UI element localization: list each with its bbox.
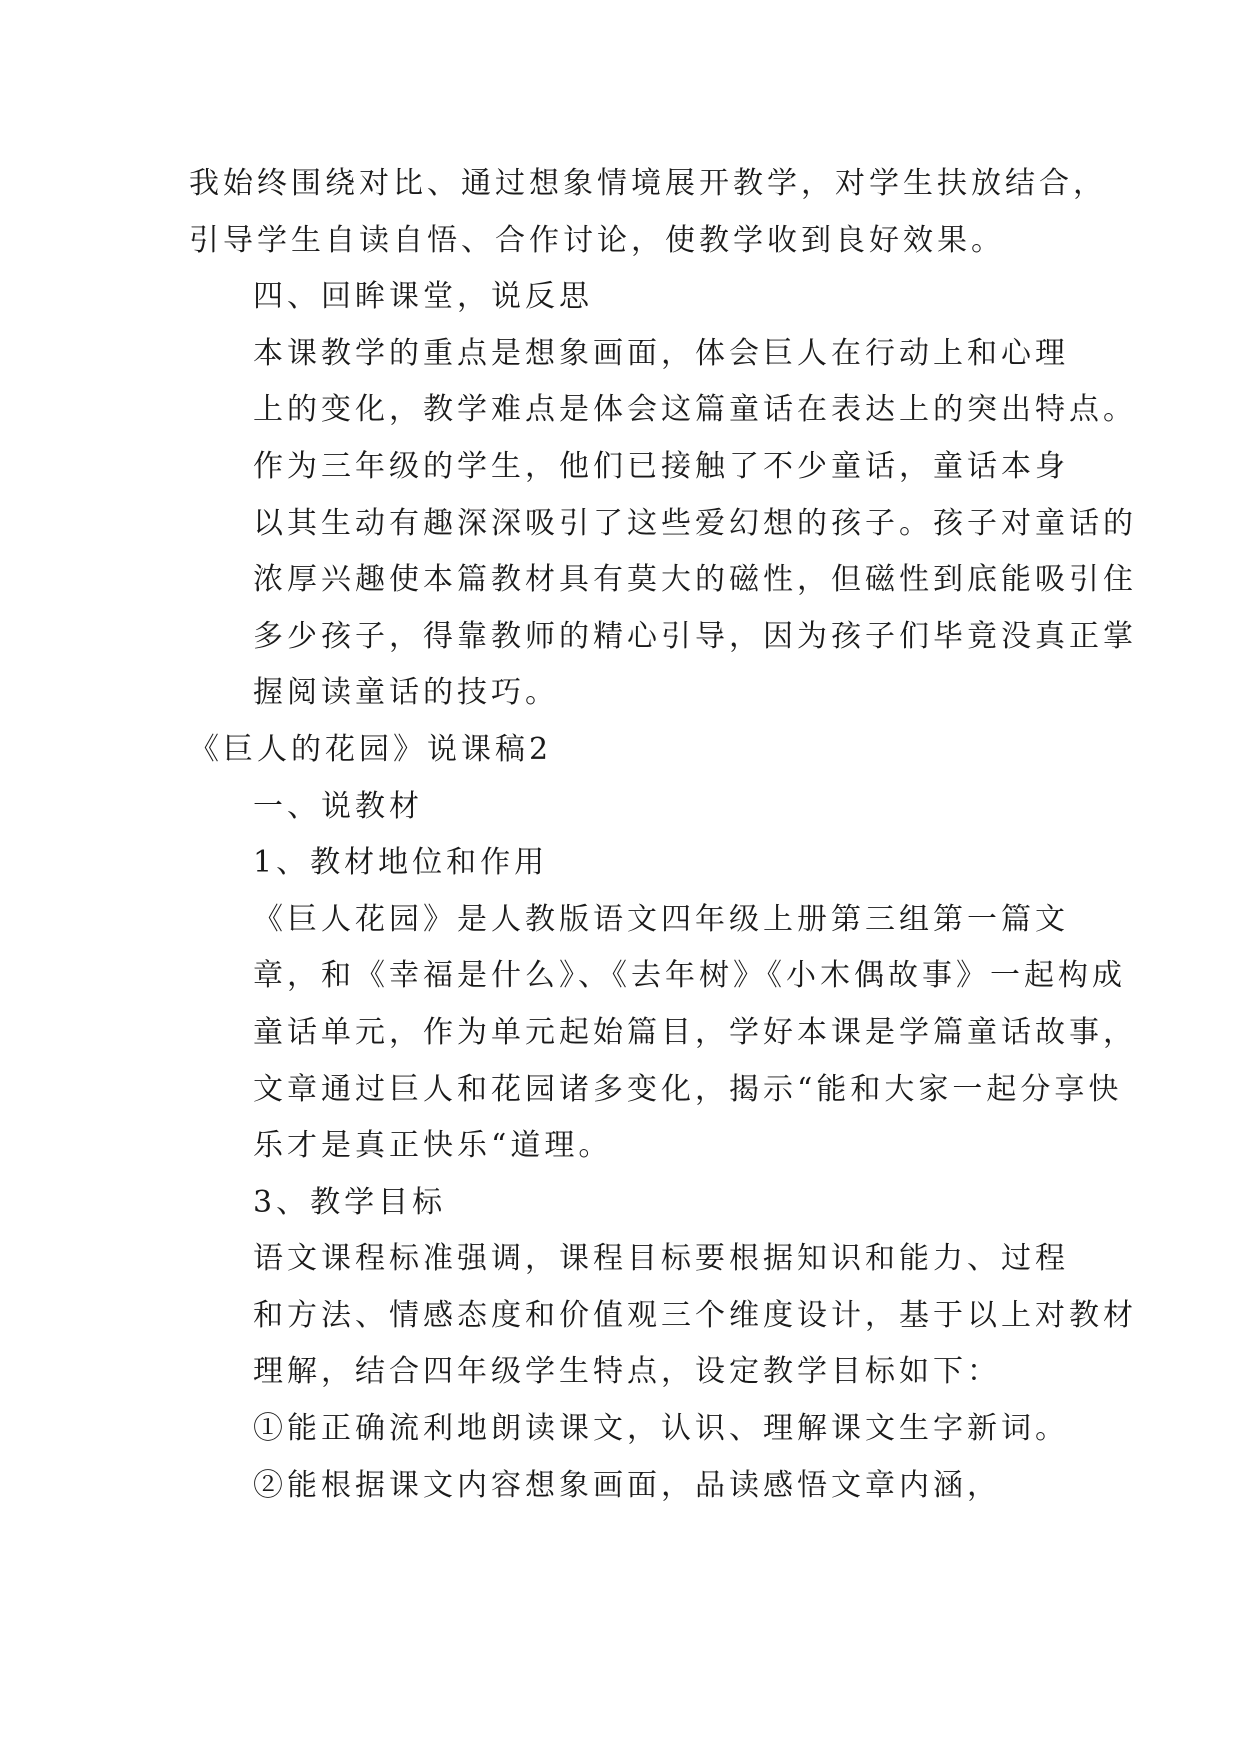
paragraph (189, 835, 1069, 892)
text-line: 本课教学的重点是想象画面，体会巨人在行动上和心理 (253, 335, 1069, 371)
text-line: 我始终围绕对比、通过想象情境展开教学，对学生扶放结合， (189, 166, 1107, 201)
paragraph (189, 156, 1107, 269)
paragraph (189, 1175, 1069, 1232)
paragraph (189, 439, 1137, 722)
text-line: 乐才是真正快乐“道理。 (253, 1128, 613, 1164)
text-line: 作为三年级的学生，他们已接触了不少童话，童话本身 (253, 448, 1069, 484)
text-line: 语文课程标准强调，课程目标要根据知识和能力、过程 (253, 1241, 1069, 1277)
text-line: 《巨人花园》是人教版语文四年级上册第三组第一篇文 (253, 901, 1069, 937)
paragraph (189, 722, 1069, 779)
paragraph (189, 892, 1137, 1175)
paragraph (189, 779, 1069, 836)
text-line: 3、教学目标 (253, 1184, 447, 1220)
paragraph (189, 269, 1069, 326)
text-line: 浓厚兴趣使本篇教材具有莫大的磁性，但磁性到底能吸引住 (253, 562, 1137, 598)
text-line: 章，和《幸福是什么》、《去年树》《小木偶故事》一起构成 (253, 958, 1126, 994)
paragraph (189, 1401, 1069, 1458)
paragraph (189, 326, 1137, 439)
text-line: 和方法、情感态度和价值观三个维度设计，基于以上对教材 (253, 1297, 1137, 1333)
text-line: 理解，结合四年级学生特点，设定教学目标如下： (253, 1354, 1001, 1390)
text-line: ②能根据课文内容想象画面，品读感悟文章内涵， (253, 1467, 1001, 1503)
text-line: 引导学生自读自悟、合作讨论，使教学收到良好效果。 (189, 222, 1005, 258)
text-line: 《巨人的花园》说课稿2 (189, 731, 553, 767)
text-line: 1、教材地位和作用 (253, 845, 549, 881)
text-line: 多少孩子，得靠教师的精心引导，因为孩子们毕竟没真正掌 (253, 618, 1137, 654)
text-line: 四、回眸课堂，说反思 (253, 279, 593, 315)
text-line: 以其生动有趣深深吸引了这些爱幻想的孩子。孩子对童话的 (253, 505, 1137, 541)
text-line: 握阅读童话的技巧。 (253, 675, 559, 711)
text-line: 上的变化，教学难点是体会这篇童话在表达上的突出特点。 (253, 392, 1137, 428)
paragraph (189, 1458, 1069, 1515)
paragraph (189, 1231, 1137, 1401)
document-body (189, 156, 1137, 1514)
text-line: 文章通过巨人和花园诸多变化，揭示“能和大家一起分享快 (253, 1071, 1123, 1107)
text-line: 一、说教材 (253, 788, 423, 824)
text-line: ①能正确流利地朗读课文，认识、理解课文生字新词。 (253, 1411, 1069, 1447)
text-line: 童话单元，作为单元起始篇目，学好本课是学篇童话故事， (253, 1014, 1137, 1050)
